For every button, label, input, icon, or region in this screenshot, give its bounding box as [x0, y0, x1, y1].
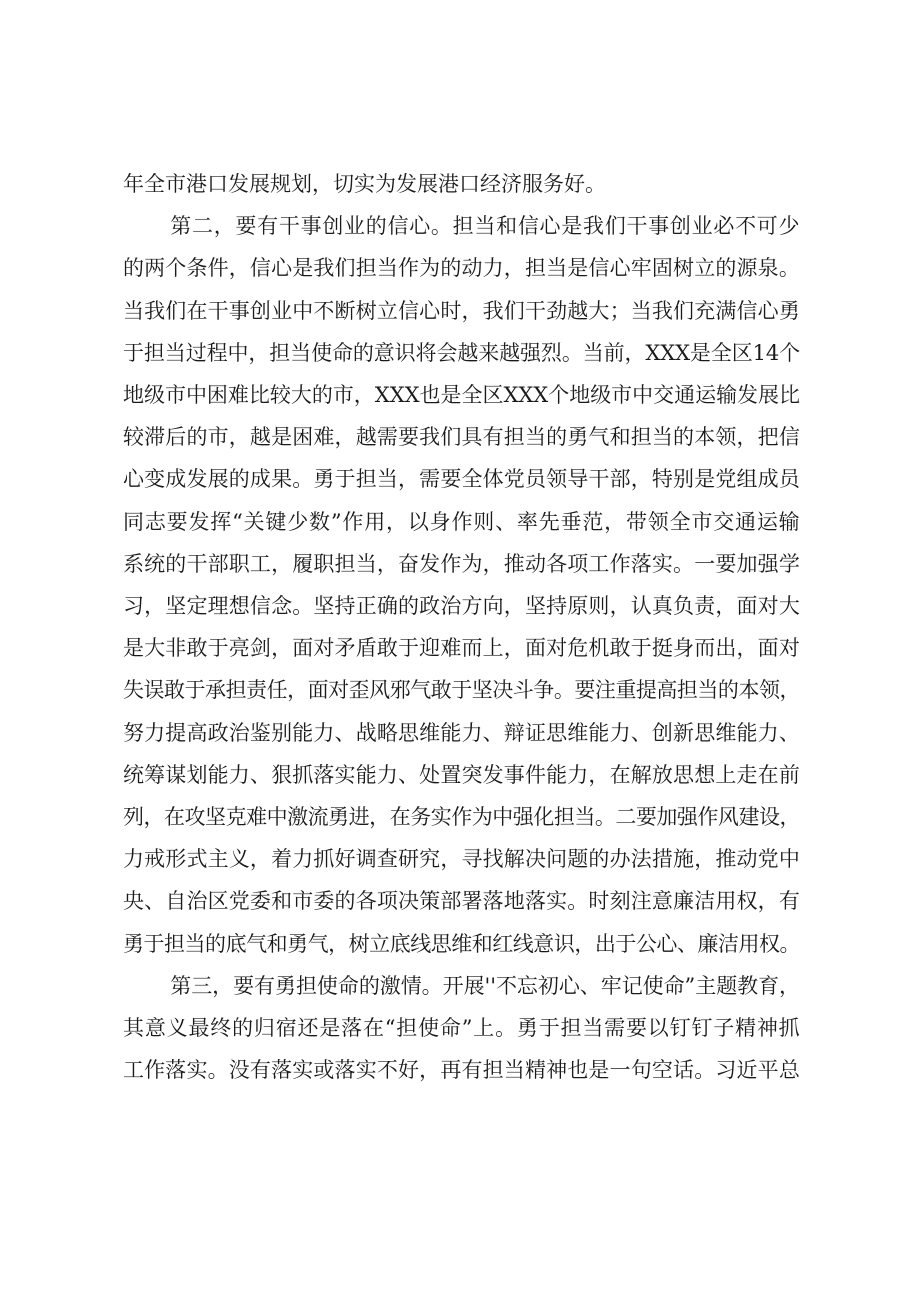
- text-line: 习，坚定理想信念。坚持正确的政治方向，坚持原则，认真负责，面对大: [123, 594, 800, 619]
- text-line: 其意义最终的归宿还是落在“担使命”上。勇于担当需要以钉钉子精神抓: [123, 1016, 800, 1041]
- text-line: 心变成发展的成果。勇于担当，需要全体党员领导干部，特别是党组成员: [123, 467, 800, 492]
- text-line: 工作落实。没有落实或落实不好，再有担当精神也是一句空话。习近平总: [123, 1058, 800, 1083]
- text-line: 央、自治区党委和市委的各项决策部署落地落实。时刻注意廉洁用权，有: [123, 889, 800, 914]
- text-line: 力戒形式主义，着力抓好调查研究，寻找解决问题的办法措施，推动党中: [123, 847, 800, 872]
- text-line: 系统的干部职工，履职担当，奋发作为，推动各项工作落实。一要加强学: [123, 551, 800, 576]
- paragraph-2: [123, 205, 800, 965]
- text-line: 统筹谋划能力、狠抓落实能力、处置突发事件能力，在解放思想上走在前: [123, 762, 800, 787]
- text-line: 勇于担当的底气和勇气，树立底线思维和红线意识，出于公心、廉洁用权。: [123, 931, 800, 956]
- text-line: 同志要发挥“关键少数”作用，以身作则、率先垂范，带领全市交通运输: [123, 509, 800, 534]
- text-line: 当我们在干事创业中不断树立信心时，我们干劲越大；当我们充满信心勇: [123, 298, 800, 323]
- text-line: 失误敢于承担责任，面对歪风邪气敢于坚决斗争。要注重提高担当的本领，: [123, 678, 800, 703]
- text-line: 年全市港口发展规划，切实为发展港口经济服务好。: [123, 172, 606, 196]
- paragraph-1: [123, 163, 800, 205]
- paragraph-3: [123, 965, 800, 1092]
- text-line: 努力提高政治鉴别能力、战略思维能力、辩证思维能力、创新思维能力、: [123, 720, 800, 745]
- text-line: 的两个条件，信心是我们担当作为的动力，担当是信心牢固树立的源泉。: [123, 256, 800, 281]
- body-text: [123, 163, 800, 1091]
- text-line: 列，在攻坚克难中激流勇进，在务实作为中强化担当。二要加强作风建设，: [123, 805, 800, 830]
- text-line: 第三，要有勇担使命的激情。开展''不忘初心、牢记使命”主题教育，: [170, 973, 800, 998]
- text-line: 较滞后的市，越是困难，越需要我们具有担当的勇气和担当的本领，把信: [123, 425, 800, 450]
- text-line: 是大非敢于亮剑，面对矛盾敢于迎难而上，面对危机敢于挺身而出，面对: [123, 636, 800, 661]
- text-line: 于担当过程中，担当使命的意识将会越来越强烈。当前，XXX是全区14个: [123, 340, 800, 365]
- text-line: 地级市中困难比较大的市，XXX也是全区XXX个地级市中交通运输发展比: [123, 383, 800, 408]
- text-line: 第二，要有干事创业的信心。担当和信心是我们干事创业必不可少: [170, 214, 800, 239]
